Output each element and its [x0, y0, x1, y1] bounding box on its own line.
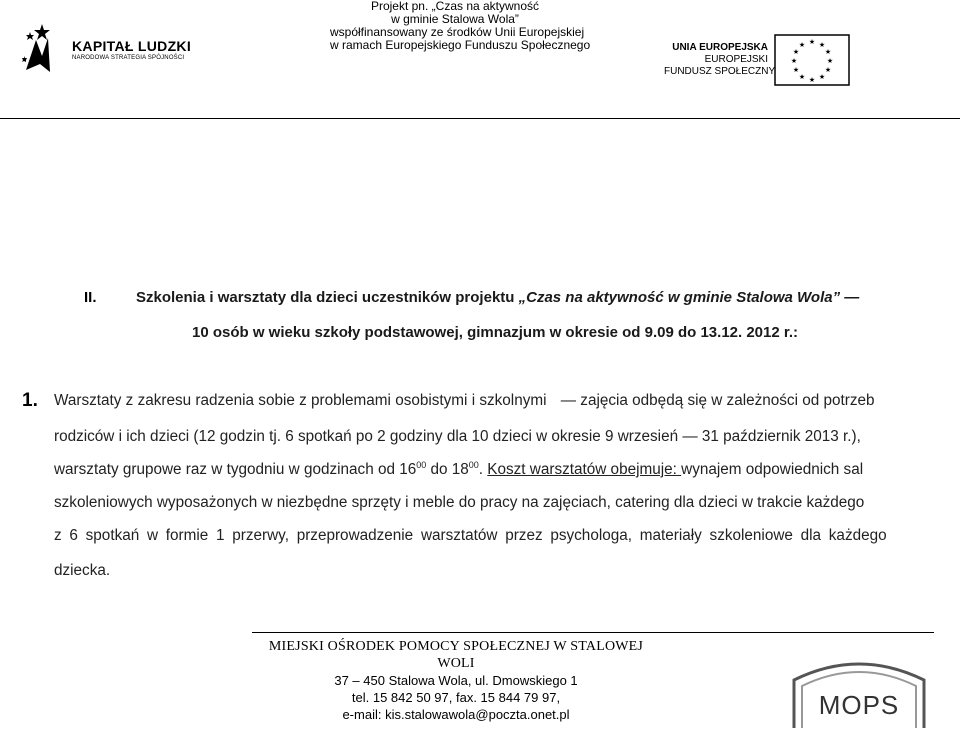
svg-text:★: ★: [824, 66, 832, 74]
ue-logo-text: [664, 42, 776, 78]
eu-flag-icon: [774, 34, 850, 86]
mops-logo-icon: [784, 640, 934, 730]
svg-text:★: ★: [790, 57, 798, 65]
ue-line-3: FUNDUSZ SPOŁECZNY: [664, 66, 776, 77]
svg-text:★: ★: [818, 73, 826, 81]
svg-text:★: ★: [818, 41, 826, 49]
svg-text:★: ★: [824, 48, 832, 56]
section-title: [136, 289, 859, 306]
project-line-1: Projekt pn. „Czas na aktywność: [370, 0, 540, 13]
svg-text:★: ★: [792, 48, 800, 56]
item-number: 1.: [22, 390, 38, 411]
kapital-ludzki-title: KAPITAŁ LUDZKI: [72, 38, 192, 54]
item-line-6: dziecka.: [54, 562, 111, 579]
kapital-ludzki-subtitle: NARODOWA STRATEGIA SPÓJNOŚCI: [72, 55, 185, 61]
item-line-1: [54, 392, 875, 410]
item-line-3-b: do 18: [426, 461, 469, 479]
project-line-3: współfinansowany ze środków Unii Europejskiej: [330, 25, 585, 39]
item-line-3-d: wynajem odpowiednich sal: [681, 461, 864, 479]
item-line-2: rodziców i ich dzieci (12 godzin tj. 6 spotkań po 2 godziny dla 10 dzieci w okresie 9 wrzesień — 31 październik 2013 r.),: [54, 428, 861, 445]
item-line-3-a: warsztaty grupowe raz w tygodniu w godzinach od 16: [54, 461, 417, 479]
item-line-3-c: .: [478, 461, 488, 479]
svg-text:★: ★: [826, 57, 834, 65]
footer-divider: [252, 632, 934, 633]
svg-text:★: ★: [798, 73, 806, 81]
footer-email: e-mail: kis.stalowawola@poczta.onet.pl: [342, 707, 570, 722]
cost-label: Koszt warsztatów obejmuje:: [487, 461, 682, 479]
svg-text:★: ★: [792, 66, 800, 74]
footer-org-name: MIEJSKI OŚRODEK POMOCY SPOŁECZNEJ W STALOWEJ WOLI: [268, 639, 644, 671]
project-line-2: w gminie Stalowa Wola”: [391, 12, 519, 26]
footer-phone: tel. 15 842 50 97, fax. 15 844 79 97,: [351, 690, 561, 705]
item-line-3: [54, 460, 863, 479]
section-subtitle: 10 osób w wieku szkoły podstawowej, gimnazjum w okresie od 9.09 do 13.12. 2012 r.:: [192, 324, 799, 341]
section-title-text: Szkolenia i warsztaty dla dzieci uczestników projektu: [136, 289, 519, 306]
item-line-1-desc: — zajęcia odbędą się w zależności od potrzeb: [560, 392, 875, 409]
mops-logo-text: MOPS: [818, 690, 900, 720]
item-line-1-title: Warsztaty z zakresu radzenia sobie z problemami osobistymi i szkolnymi: [54, 392, 547, 409]
svg-text:★: ★: [808, 38, 816, 46]
ue-line-2: EUROPEJSKI: [704, 54, 768, 65]
ue-line-1: UNIA EUROPEJSKA: [672, 42, 768, 53]
footer-address: 37 – 450 Stalowa Wola, ul. Dmowskiego 1: [334, 673, 578, 688]
section-number: II.: [84, 289, 97, 306]
header-divider: [0, 118, 960, 119]
project-header: [330, 0, 591, 52]
footer-contact: [250, 638, 662, 723]
item-line-4: szkoleniowych wyposażonych w niezbędne sprzęty i meble do pracy na zajęciach, catering dla dzieci w trakcie każdego: [54, 494, 865, 511]
item-line-5: z 6 spotkań w formie 1 przerwy, przeprowadzenie warsztatów przez psychologa, materiały szkoleniowe dla każdego: [54, 527, 887, 544]
svg-text:★: ★: [798, 41, 806, 49]
hour-sup-1: 00: [416, 460, 427, 470]
section-title-project-name: „Czas na aktywność w gminie Stalowa Wola” —: [518, 289, 860, 306]
svg-text:★: ★: [808, 76, 816, 84]
project-line-4: w ramach Europejskiego Funduszu Społecznego: [330, 38, 591, 52]
hour-sup-2: 00: [468, 460, 479, 470]
